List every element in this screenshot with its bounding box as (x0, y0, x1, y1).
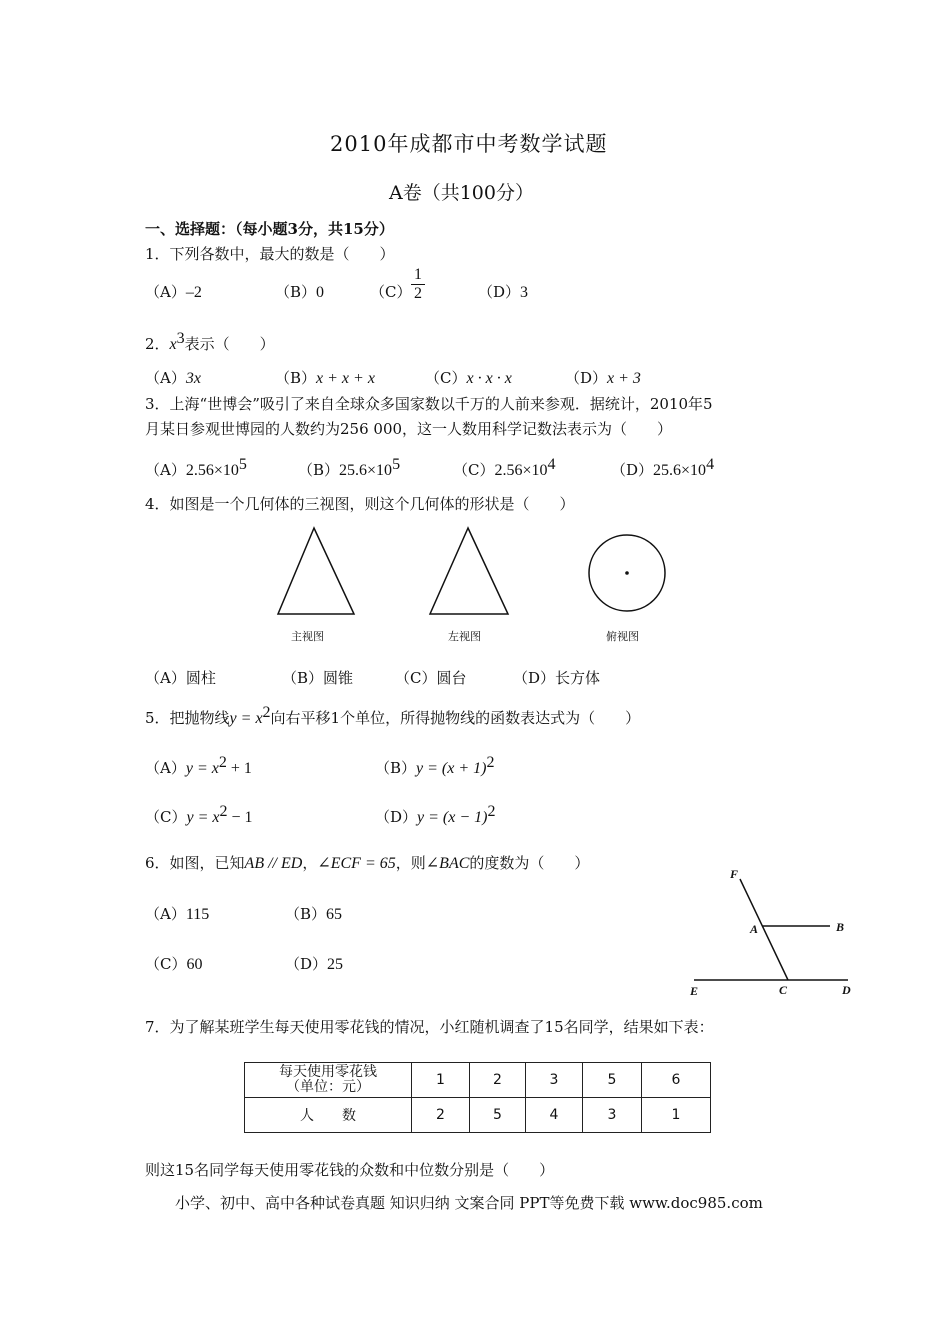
q3-option-d: $(D)25.6\times 10^4$ (611, 456, 715, 479)
q1-option-b: （B）0 (275, 283, 325, 301)
q1-stem: 1．下列各数中，最大的数是（ ） (145, 245, 395, 263)
q2-option-d: （D）x + 3 (565, 369, 641, 387)
q1-option-c: （C） (370, 283, 412, 301)
q4-option-b: （B）圆锥 (282, 669, 354, 687)
table-cell: 2 (470, 1063, 526, 1098)
q3-option-a: $(A)2.56\times 10^5$ (145, 456, 247, 479)
q5-option-d: $(D)y = (x - 1)^2$ (375, 803, 496, 826)
q4-stem: 4．如图是一个几何体的三视图，则这个几何体的形状是（ ） (145, 495, 575, 513)
table-cell: 1 (412, 1063, 470, 1098)
point-label-F: F (730, 867, 739, 881)
q6-option-c: （C）60 (145, 955, 203, 973)
front-view-label: 主视图 (291, 630, 324, 643)
q5-option-b: $(B)y = (x + 1)^2$ (375, 754, 495, 777)
pocket-money-table (244, 1062, 711, 1133)
q5-option-c: $(C)y = x^2 - 1$ (145, 803, 253, 826)
q4-option-c: （C）圆台 (395, 669, 467, 687)
table-cell: 2 (412, 1098, 470, 1133)
q1-option-a: （A）–2 (145, 283, 202, 301)
q7-tail: 则这15名同学每天使用零花钱的众数和中位数分别是（ ） (145, 1161, 555, 1179)
point-label-E: E (690, 984, 699, 998)
line-FC (740, 879, 788, 980)
section-heading: 一、选择题：（每小题3分，共15分） (145, 220, 394, 238)
q3-line2: 月某日参观世博园的人数约为256 000，这一人数用科学记数法表示为（ ） (145, 420, 673, 438)
table-cell: 1 (642, 1098, 711, 1133)
q5-option-a: $(A)y = x^2 + 1$ (145, 754, 252, 777)
q2-option-b: （B）x + x + x (275, 369, 375, 387)
q3-option-c: $(C)2.56\times 10^4$ (453, 456, 556, 479)
side-view-triangle (430, 528, 508, 614)
table-cell: 3 (526, 1063, 583, 1098)
side-view-label: 左视图 (448, 630, 481, 643)
table-cell: 5 (583, 1063, 642, 1098)
footer-text: 小学、初中、高中各种试卷真题 知识归纳 文案合同 PPT等免费下载 www.doc985.com (175, 1194, 763, 1212)
point-label-A: A (750, 922, 759, 936)
table-header-cell: 每天使用零花钱 （单位：元） (245, 1063, 412, 1098)
q3-option-b: $(B)25.6\times 10^5$ (298, 456, 401, 479)
table-cell: 5 (470, 1098, 526, 1133)
top-view-label: 俯视图 (606, 630, 639, 643)
q2-option-a: （A）3x (145, 369, 201, 387)
table-row (245, 1063, 711, 1098)
q6-option-d: （D）25 (285, 955, 344, 973)
q1-option-d: （D）3 (478, 283, 529, 301)
q3-line1: 3．上海“世博会”吸引了来自全球众多国家数以千万的人前来参观．据统计，2010年5 (145, 395, 713, 413)
page-title: 2010年成都市中考数学试题 (330, 132, 608, 156)
q6-option-a: （A）115 (145, 905, 210, 923)
point-label-D: D (842, 983, 851, 997)
q6-option-b: （B）65 (285, 905, 343, 923)
parallel-lines-figure (680, 865, 860, 1000)
q4-option-a: （A）圆柱 (145, 669, 216, 687)
point-label-C: C (779, 983, 788, 997)
q5-stem: 5．把抛物线$y = x^2$向右平移1个单位，所得抛物线的函数表达式为（ ） (145, 704, 641, 727)
table-row (245, 1098, 711, 1133)
top-view-center-dot (625, 571, 629, 575)
q4-option-d: （D）长方体 (513, 669, 601, 687)
q1-fraction: 1 2 (411, 266, 425, 303)
q6-stem: 6．如图，已知AB // ED，∠ECF = 65，则∠BAC的度数为（ ） (145, 854, 590, 872)
table-row-label: 人 数 (245, 1098, 412, 1133)
page-subtitle: A卷（共100分） (389, 182, 534, 204)
table-cell: 3 (583, 1098, 642, 1133)
front-view-triangle (278, 528, 354, 614)
point-label-B: B (836, 920, 845, 934)
table-cell: 4 (526, 1098, 583, 1133)
table-cell: 6 (642, 1063, 711, 1098)
q2-option-c: （C）x · x · x (425, 369, 512, 387)
q2-stem: 2．$x^3$表示（ ） (145, 330, 275, 353)
q7-stem: 7．为了解某班学生每天使用零花钱的情况，小红随机调查了15名同学，结果如下表： (145, 1018, 714, 1036)
